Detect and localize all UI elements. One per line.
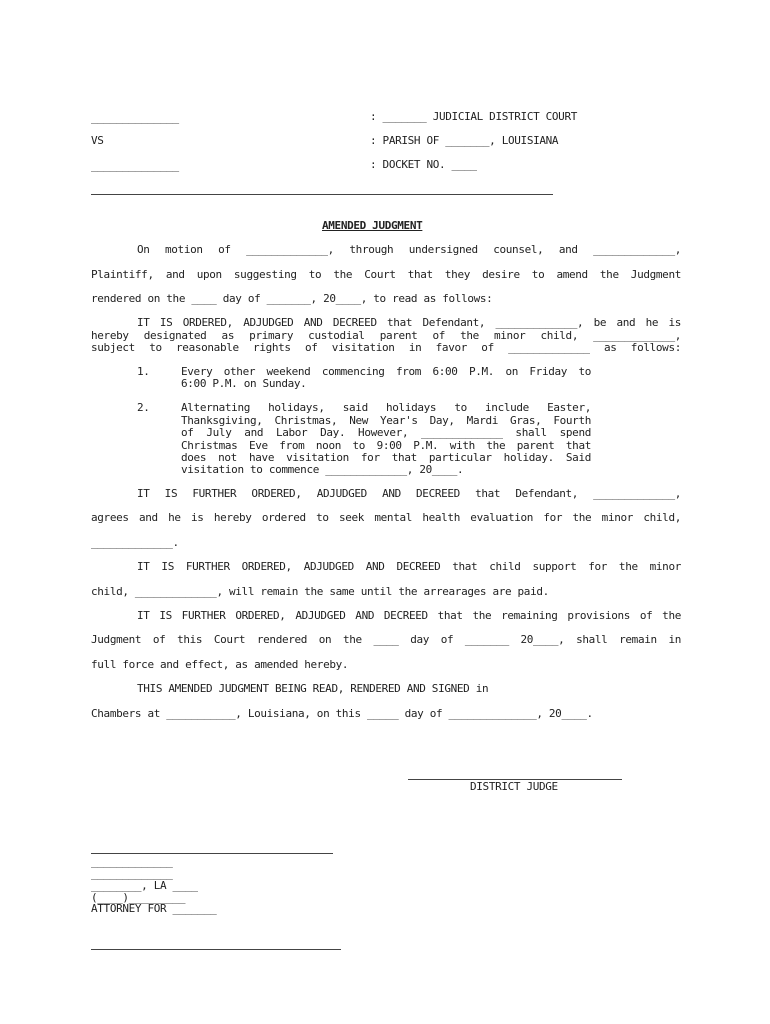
custody-line-2: hereby designated as primary custodial parent of the minor child, _____________,: [91, 329, 681, 342]
attorney-for-line: ATTORNEY FOR _______: [91, 902, 217, 915]
item-2-line-2: Thanksgiving, Christmas, New Year's Day, Mardi Gras, Fourth: [181, 414, 591, 427]
item-2-number: 2.: [137, 401, 150, 414]
attorney-blank-1: _____________: [91, 855, 173, 868]
provisions-line-1: IT IS FURTHER ORDERED, ADJUDGED AND DECREED that the remaining provisions of the: [137, 609, 681, 622]
motion-line-2: Plaintiff, and upon suggesting to the Court that they desire to amend the Judgment: [91, 268, 681, 281]
defendant-blank: ______________: [91, 159, 179, 172]
judge-signature-label: DISTRICT JUDGE: [470, 780, 558, 793]
item-2-line-6: visitation to commence _____________, 20____.: [181, 463, 464, 476]
docket-line: : DOCKET NO. ____: [370, 158, 477, 171]
bottom-signature-line: [91, 949, 341, 950]
attorney-phone-line: (____)_________: [91, 891, 186, 904]
provisions-line-3: full force and effect, as amended hereby.: [91, 658, 349, 671]
provisions-line-2: Judgment of this Court rendered on the ____ day of _______ 20____, shall remain in: [91, 633, 681, 646]
item-2-line-3: of July and Labor Day. However, _____________ shall spend: [181, 426, 591, 439]
evaluation-line-2: agrees and he is hereby ordered to seek mental health evaluation for the minor child,: [91, 511, 681, 524]
motion-line-3: rendered on the ____ day of _______, 20____, to read as follows:: [91, 292, 493, 305]
item-2-line-5: does not have visitation for that particular holiday. Said: [181, 451, 591, 464]
versus-label: VS: [91, 134, 104, 147]
item-1-line-2: 6:00 P.M. on Sunday.: [181, 377, 307, 390]
support-line-2: child, _____________, will remain the same until the arrearages are paid.: [91, 585, 549, 598]
attorney-blank-2: _____________: [91, 867, 173, 880]
caption-divider: [91, 194, 553, 195]
item-1-number: 1.: [137, 365, 150, 378]
attorney-signature-line: [91, 853, 333, 854]
item-2-line-1: Alternating holidays, said holidays to include Easter,: [181, 401, 591, 414]
plaintiff-blank: ______________: [91, 111, 179, 124]
evaluation-line-3: _____________.: [91, 536, 179, 549]
document-title: AMENDED JUDGMENT: [322, 219, 423, 232]
evaluation-line-1: IT IS FURTHER ORDERED, ADJUDGED AND DECREED that Defendant, _____________,: [137, 487, 681, 500]
custody-line-3: subject to reasonable rights of visitation in favor of _____________ as follows:: [91, 341, 681, 354]
support-line-1: IT IS FURTHER ORDERED, ADJUDGED AND DECREED that child support for the minor: [137, 560, 681, 573]
signed-line-2: Chambers at ___________, Louisiana, on this _____ day of ______________, 20____.: [91, 707, 593, 720]
item-1-line-1: Every other weekend commencing from 6:00 P.M. on Friday to: [181, 365, 591, 378]
attorney-city-line: ________, LA ____: [91, 879, 198, 892]
custody-line-1: IT IS ORDERED, ADJUDGED AND DECREED that Defendant, _____________, be and he is: [137, 316, 681, 329]
parish-line: : PARISH OF _______, LOUISIANA: [370, 134, 559, 147]
court-line: : _______ JUDICIAL DISTRICT COURT: [370, 110, 577, 123]
signed-line-1: THIS AMENDED JUDGMENT BEING READ, RENDERED AND SIGNED in: [137, 682, 489, 695]
motion-line-1: On motion of _____________, through undersigned counsel, and _____________,: [137, 243, 681, 256]
item-2-line-4: Christmas Eve from noon to 9:00 P.M. with the parent that: [181, 439, 591, 452]
